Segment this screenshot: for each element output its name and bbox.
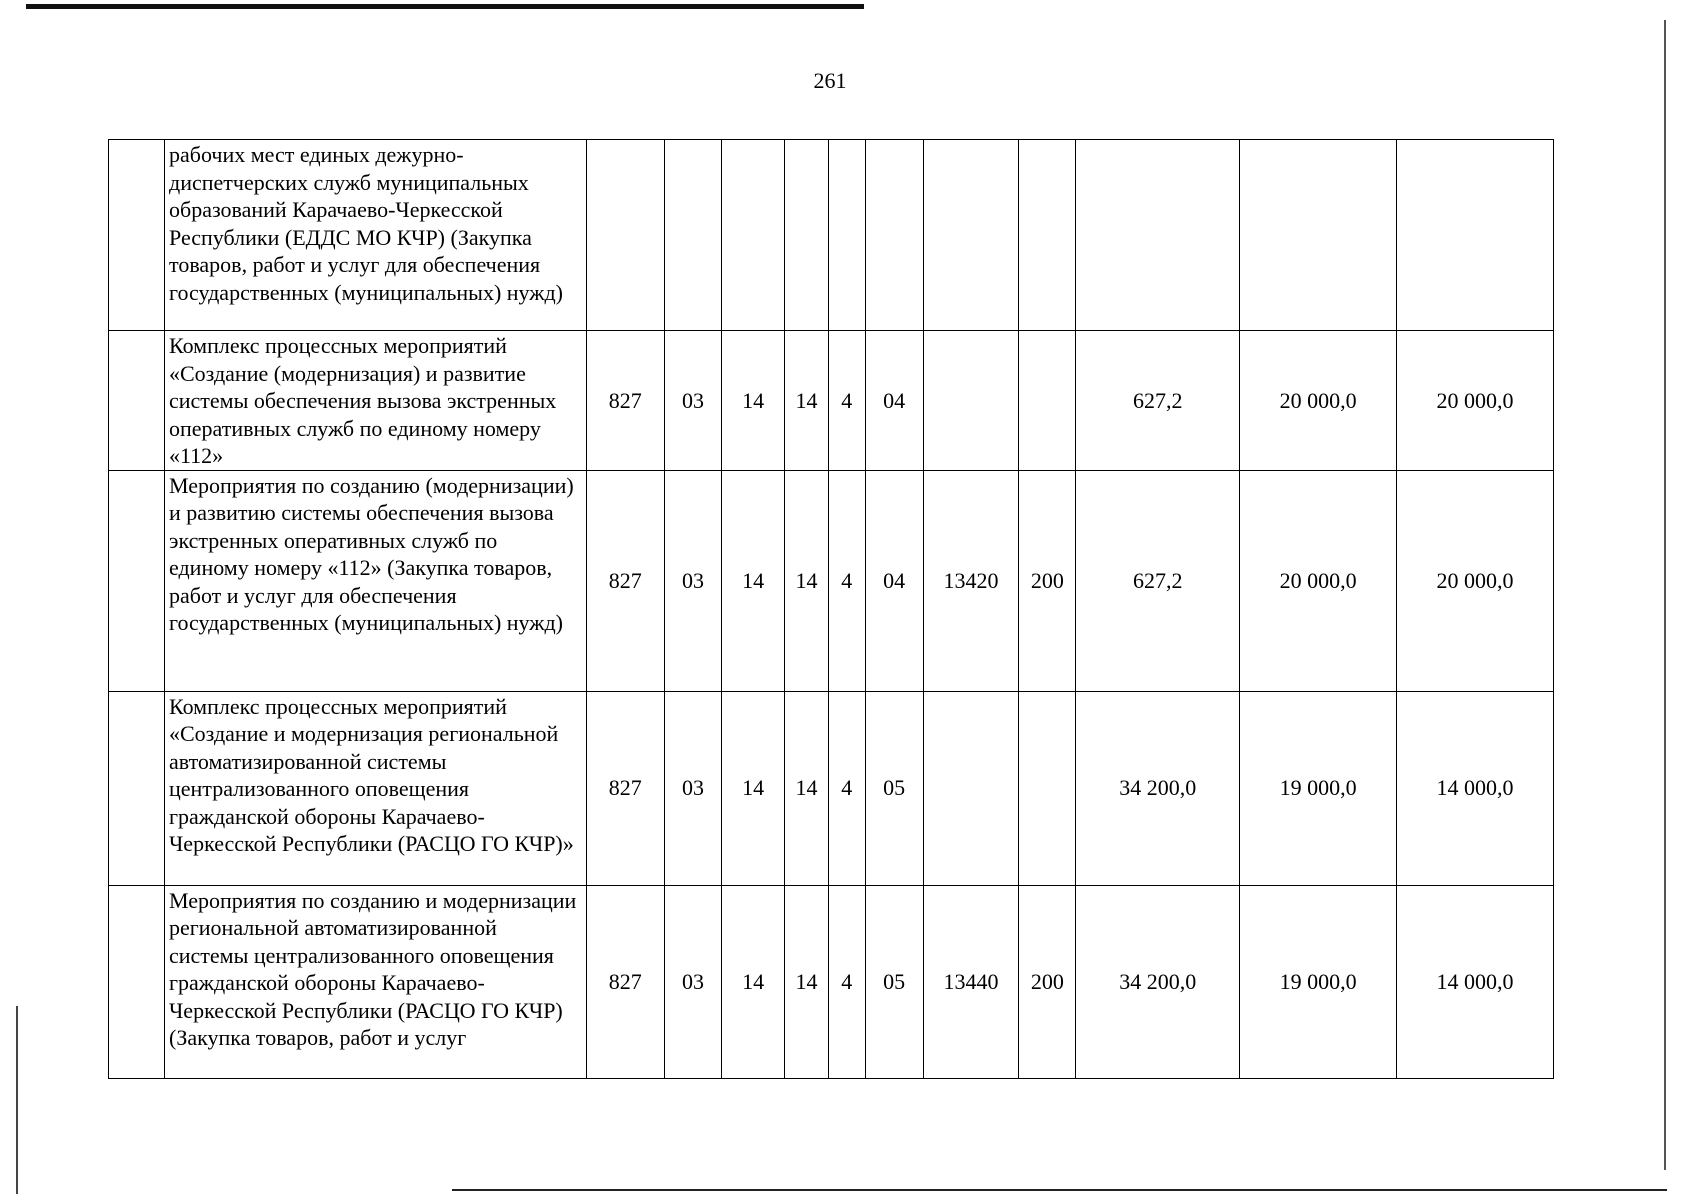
amount-year-3-cell [1397, 140, 1554, 331]
table-row [109, 885, 1554, 1078]
section-code-cell: 03 [664, 885, 721, 1078]
structural-element-cell [865, 140, 923, 331]
scan-border-top [26, 4, 864, 9]
expense-type-cell [1019, 140, 1076, 331]
subsection-code-cell: 14 [722, 691, 785, 885]
program-code-cell: 14 [785, 885, 829, 1078]
direction-code-cell [923, 140, 1019, 331]
direction-code-cell [923, 331, 1019, 471]
structural-element-cell: 05 [865, 691, 923, 885]
amount-year-2-cell: 20 000,0 [1240, 331, 1397, 471]
program-type-cell: 4 [828, 331, 865, 471]
scan-edge-right [1664, 20, 1666, 1170]
section-code-cell: 03 [664, 470, 721, 691]
ministry-code-cell: 827 [586, 331, 664, 471]
amount-year-3-cell: 20 000,0 [1397, 470, 1554, 691]
expense-type-cell: 200 [1019, 470, 1076, 691]
ministry-code-cell [586, 140, 664, 331]
amount-year-3-cell: 20 000,0 [1397, 331, 1554, 471]
row-number-cell [109, 140, 165, 331]
scan-edge-left [16, 1006, 18, 1194]
section-code-cell: 03 [664, 331, 721, 471]
expense-type-cell [1019, 331, 1076, 471]
table-row [109, 470, 1554, 691]
expense-type-cell [1019, 691, 1076, 885]
program-code-cell: 14 [785, 470, 829, 691]
structural-element-cell: 04 [865, 331, 923, 471]
structural-element-cell: 04 [865, 470, 923, 691]
scan-border-bottom [452, 1189, 1667, 1191]
amount-year-3-cell: 14 000,0 [1397, 885, 1554, 1078]
section-code-cell [664, 140, 721, 331]
program-type-cell: 4 [828, 885, 865, 1078]
section-code-cell: 03 [664, 691, 721, 885]
program-type-cell: 4 [828, 470, 865, 691]
table-row [109, 691, 1554, 885]
page-number: 261 [813, 68, 847, 93]
amount-year-1-cell: 34 200,0 [1076, 885, 1240, 1078]
item-name-cell: рабочих мест единых дежурно-диспетчерских служб муниципальных образований Карачаево-Черкесской Республики (ЕДДС МО КЧР) (Закупка товаров, работ и услуг для обеспечения государственных (муниципальных) нужд) [165, 140, 587, 331]
amount-year-2-cell: 20 000,0 [1240, 470, 1397, 691]
program-code-cell: 14 [785, 691, 829, 885]
program-code-cell: 14 [785, 331, 829, 471]
amount-year-1-cell: 627,2 [1076, 470, 1240, 691]
item-name-cell: Комплекс процессных мероприятий «Создание и модернизация региональной автоматизированной системы централизованного оповещения гражданской обороны Карачаево-Черкесской Республики (РАСЦО ГО КЧР)» [165, 691, 587, 885]
direction-code-cell: 13440 [923, 885, 1019, 1078]
expense-type-cell: 200 [1019, 885, 1076, 1078]
subsection-code-cell [722, 140, 785, 331]
row-number-cell [109, 885, 165, 1078]
program-code-cell [785, 140, 829, 331]
program-type-cell: 4 [828, 691, 865, 885]
amount-year-2-cell: 19 000,0 [1240, 885, 1397, 1078]
row-number-cell [109, 470, 165, 691]
row-number-cell [109, 331, 165, 471]
budget-table [108, 139, 1554, 1079]
item-name-cell: Комплекс процессных мероприятий «Создание (модернизация) и развитие системы обеспечения вызова экстренных оперативных служб по единому номеру «112» [165, 331, 587, 471]
direction-code-cell: 13420 [923, 470, 1019, 691]
structural-element-cell: 05 [865, 885, 923, 1078]
amount-year-1-cell: 34 200,0 [1076, 691, 1240, 885]
row-number-cell [109, 691, 165, 885]
amount-year-2-cell [1240, 140, 1397, 331]
subsection-code-cell: 14 [722, 470, 785, 691]
ministry-code-cell: 827 [586, 885, 664, 1078]
direction-code-cell [923, 691, 1019, 885]
subsection-code-cell: 14 [722, 331, 785, 471]
item-name-cell: Мероприятия по созданию и модернизации региональной автоматизированной системы централизованного оповещения гражданской обороны Карачаево-Черкесской Республики (РАСЦО ГО КЧР) (Закупка товаров, работ и услуг [165, 885, 587, 1078]
amount-year-1-cell [1076, 140, 1240, 331]
table-row [109, 140, 1554, 331]
table-row [109, 331, 1554, 471]
amount-year-3-cell: 14 000,0 [1397, 691, 1554, 885]
program-type-cell [828, 140, 865, 331]
subsection-code-cell: 14 [722, 885, 785, 1078]
item-name-cell: Мероприятия по созданию (модернизации) и развитию системы обеспечения вызова экстренных оперативных служб по единому номеру «112» (Закупка товаров, работ и услуг для обеспечения государственных (муниципальных) нужд) [165, 470, 587, 691]
ministry-code-cell: 827 [586, 691, 664, 885]
amount-year-1-cell: 627,2 [1076, 331, 1240, 471]
amount-year-2-cell: 19 000,0 [1240, 691, 1397, 885]
ministry-code-cell: 827 [586, 470, 664, 691]
